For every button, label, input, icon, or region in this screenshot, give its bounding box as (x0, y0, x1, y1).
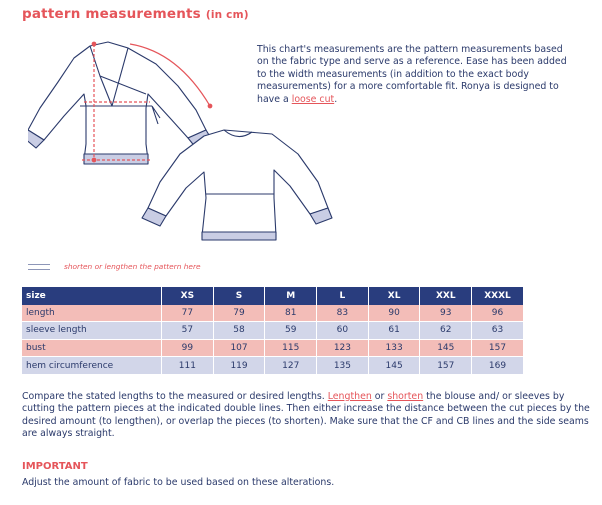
title-main: pattern measurements (22, 6, 201, 22)
table-cell: 61 (369, 322, 421, 340)
table-cell: 169 (472, 357, 524, 375)
instructions-text-1: Compare the stated lengths to the measured or desired lengths. (22, 391, 328, 402)
table-cell: 90 (369, 305, 421, 323)
table-cell: 77 (162, 305, 214, 323)
table-cell: 62 (420, 322, 472, 340)
table-cell: 107 (214, 340, 266, 358)
table-cell: 79 (214, 305, 266, 323)
header-xs: XS (162, 287, 214, 305)
table-cell: 127 (265, 357, 317, 375)
row-label: bust (22, 340, 162, 358)
legend (28, 262, 201, 271)
table-cell: 99 (162, 340, 214, 358)
table-cell: 145 (369, 357, 421, 375)
table-cell: 123 (317, 340, 369, 358)
table-cell: 145 (420, 340, 472, 358)
lengthen-link[interactable]: Lengthen (327, 391, 372, 402)
page-title (22, 6, 249, 22)
shorten-link[interactable]: shorten (387, 391, 424, 402)
instructions-text-2: the blouse and/ or sleeves by cutting the pattern pieces at the indicated double lines. Then either increase the distance between the cut pieces by the desired amount (to lengthen), or overlap the pieces (to shorten). Make sure that the CF and CB lines and the side seams are always straight. (22, 391, 590, 440)
table-row-bust (22, 340, 524, 358)
header-m: M (265, 287, 317, 305)
table-cell: 93 (420, 305, 472, 323)
header-size: size (22, 287, 162, 305)
table-cell: 133 (369, 340, 421, 358)
table-cell: 60 (317, 322, 369, 340)
table-cell: 119 (214, 357, 266, 375)
table-cell: 115 (265, 340, 317, 358)
table-cell: 58 (214, 322, 266, 340)
size-table (22, 287, 524, 375)
table-cell: 63 (472, 322, 524, 340)
garment-illustrations (28, 36, 348, 256)
important-heading: IMPORTANT (22, 461, 88, 472)
table-cell: 157 (420, 357, 472, 375)
legend-text: shorten or lengthen the pattern here (64, 262, 201, 271)
table-cell: 59 (265, 322, 317, 340)
table-header-row (22, 287, 524, 305)
table-cell: 111 (162, 357, 214, 375)
table-row-length (22, 305, 524, 323)
instructions-or: or (371, 391, 388, 402)
intro-text: This chart's measurements are the pattern measurements based on the fabric type and serve as a reference. Ease has been added to the width measurements (in addition to the exact body measurements) for a more comfortable fit. Ronya is designed to have a (257, 44, 567, 105)
header-s: S (214, 287, 266, 305)
front-view-illustration (28, 42, 212, 164)
row-label: length (22, 305, 162, 323)
table-cell: 135 (317, 357, 369, 375)
header-l: L (317, 287, 369, 305)
title-unit: (in cm) (205, 9, 249, 21)
table-row-sleeve-length (22, 322, 524, 340)
table-row-hem-circumference (22, 357, 524, 375)
intro-end: . (334, 93, 338, 105)
table-cell: 157 (472, 340, 524, 358)
row-label: sleeve length (22, 322, 162, 340)
header-xl: XL (369, 287, 421, 305)
header-xxl: XXL (420, 287, 472, 305)
table-cell: 96 (472, 305, 524, 323)
table-cell: 83 (317, 305, 369, 323)
table-cell: 81 (265, 305, 317, 323)
table-cell: 57 (162, 322, 214, 340)
row-label: hem circumference (22, 357, 162, 375)
important-text: Adjust the amount of fabric to be used based on these alterations. (22, 477, 335, 488)
instructions-paragraph (22, 391, 592, 441)
loose-cut-link[interactable]: loose cut (291, 93, 335, 105)
double-line-icon (28, 264, 50, 270)
header-xxxl: XXXL (472, 287, 524, 305)
back-view-illustration (142, 130, 332, 240)
